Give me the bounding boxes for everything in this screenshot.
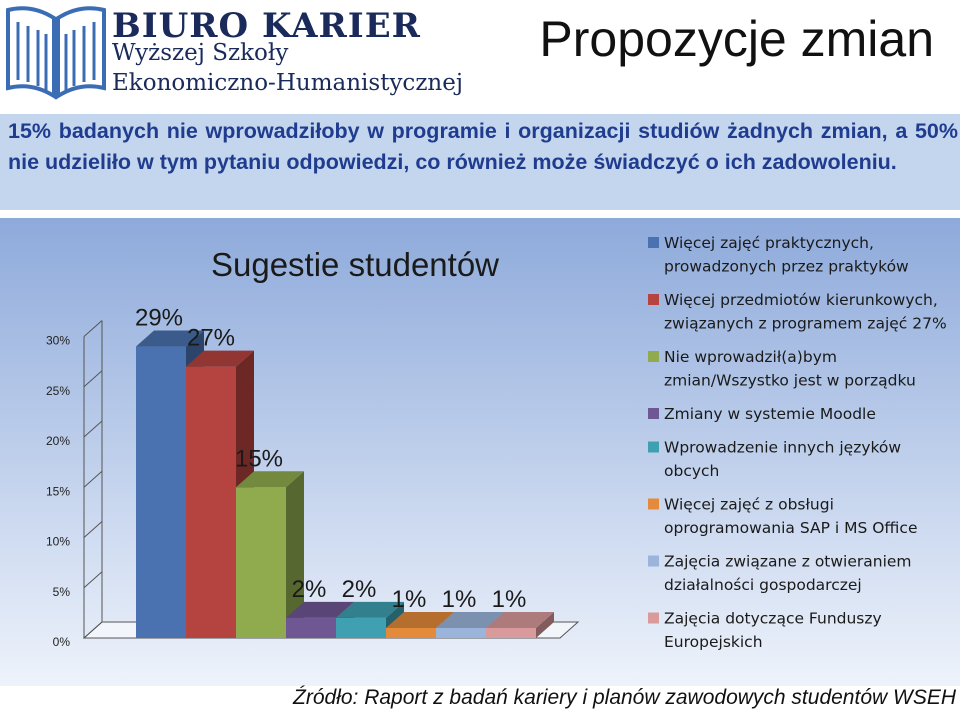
legend-label: Więcej zajęć z obsługi	[664, 495, 834, 514]
logo-line-2: Wyższej Szkoły	[112, 40, 289, 66]
bar-data-label: 29%	[134, 304, 184, 332]
y-tick-label: 15%	[45, 484, 70, 499]
bar	[436, 628, 486, 638]
legend-swatch	[648, 556, 659, 567]
legend-swatch	[648, 351, 659, 362]
chart-title: Sugestie studentów	[210, 246, 500, 283]
legend-swatch	[648, 442, 659, 453]
intro-box	[0, 114, 960, 210]
y-tick-label: 30%	[45, 333, 70, 348]
bar	[386, 628, 436, 638]
bar	[186, 367, 236, 638]
bar-data-label: 1%	[391, 585, 427, 613]
chart-area	[0, 218, 960, 686]
legend-swatch	[648, 613, 659, 624]
y-tick-label: 0%	[52, 635, 70, 649]
legend-label: Wprowadzenie innych języków	[664, 438, 902, 457]
biuro-karier-emblem-icon	[2, 2, 110, 102]
bar	[136, 347, 186, 638]
legend-label: Nie wprowadził(a)bym	[664, 348, 837, 366]
bar	[286, 618, 336, 638]
bar-data-label: 1%	[491, 585, 527, 613]
logo	[0, 0, 480, 105]
source-note: Źródło: Raport z badań kariery i planów zawodowych studentów WSEH	[293, 686, 956, 709]
slide-title: Propozycje zmian	[539, 11, 934, 67]
intro-text: 15% badanych nie wprowadziłoby w programie i organizacji studiów żadnych zmian, a 50% nie udzieliło w tym pytaniu odpowiedzi, co również może świadczyć o ich zadowoleniu.	[8, 119, 958, 174]
bar-data-label: 2%	[341, 575, 377, 603]
legend-label: obcych	[664, 462, 720, 480]
bar-data-label: 1%	[441, 585, 477, 613]
bar	[336, 618, 386, 638]
legend-label: Więcej zajęć praktycznych,	[664, 234, 874, 252]
legend-swatch	[648, 499, 659, 510]
legend-label: działalności gospodarczej	[664, 576, 862, 594]
legend-label: Europejskich	[664, 633, 763, 651]
y-tick-label: 10%	[45, 534, 70, 549]
y-tick-label: 5%	[52, 584, 70, 599]
legend-label: Zajęcia dotyczące Funduszy	[664, 609, 882, 628]
legend-label: związanych z programem zajęć 27%	[664, 314, 947, 333]
legend-label: Zajęcia związane z otwieraniem	[664, 552, 912, 571]
legend-item	[648, 405, 876, 423]
legend-label: oprogramowania SAP i MS Office	[664, 519, 918, 537]
bar-data-label: 2%	[291, 575, 327, 603]
legend-swatch	[648, 237, 659, 248]
bar-data-label: 15%	[234, 445, 284, 473]
logo-line-1: BIURO KARIER	[112, 6, 421, 46]
chart-svg	[0, 218, 960, 686]
bar	[486, 628, 536, 638]
legend-swatch	[648, 408, 659, 419]
bar	[236, 487, 286, 638]
bar-data-label: 27%	[186, 324, 236, 352]
legend-label: zmian/Wszystko jest w porządku	[664, 371, 916, 390]
legend-swatch	[648, 294, 659, 305]
legend-label: prowadzonych przez praktyków	[664, 257, 909, 276]
logo-line-3: Ekonomiczno-Humanistycznej	[112, 70, 463, 96]
legend-label: Zmiany w systemie Moodle	[664, 405, 876, 423]
y-tick-label: 20%	[45, 434, 70, 448]
legend-label: Więcej przedmiotów kierunkowych,	[664, 291, 938, 309]
y-tick-label: 25%	[45, 383, 70, 398]
